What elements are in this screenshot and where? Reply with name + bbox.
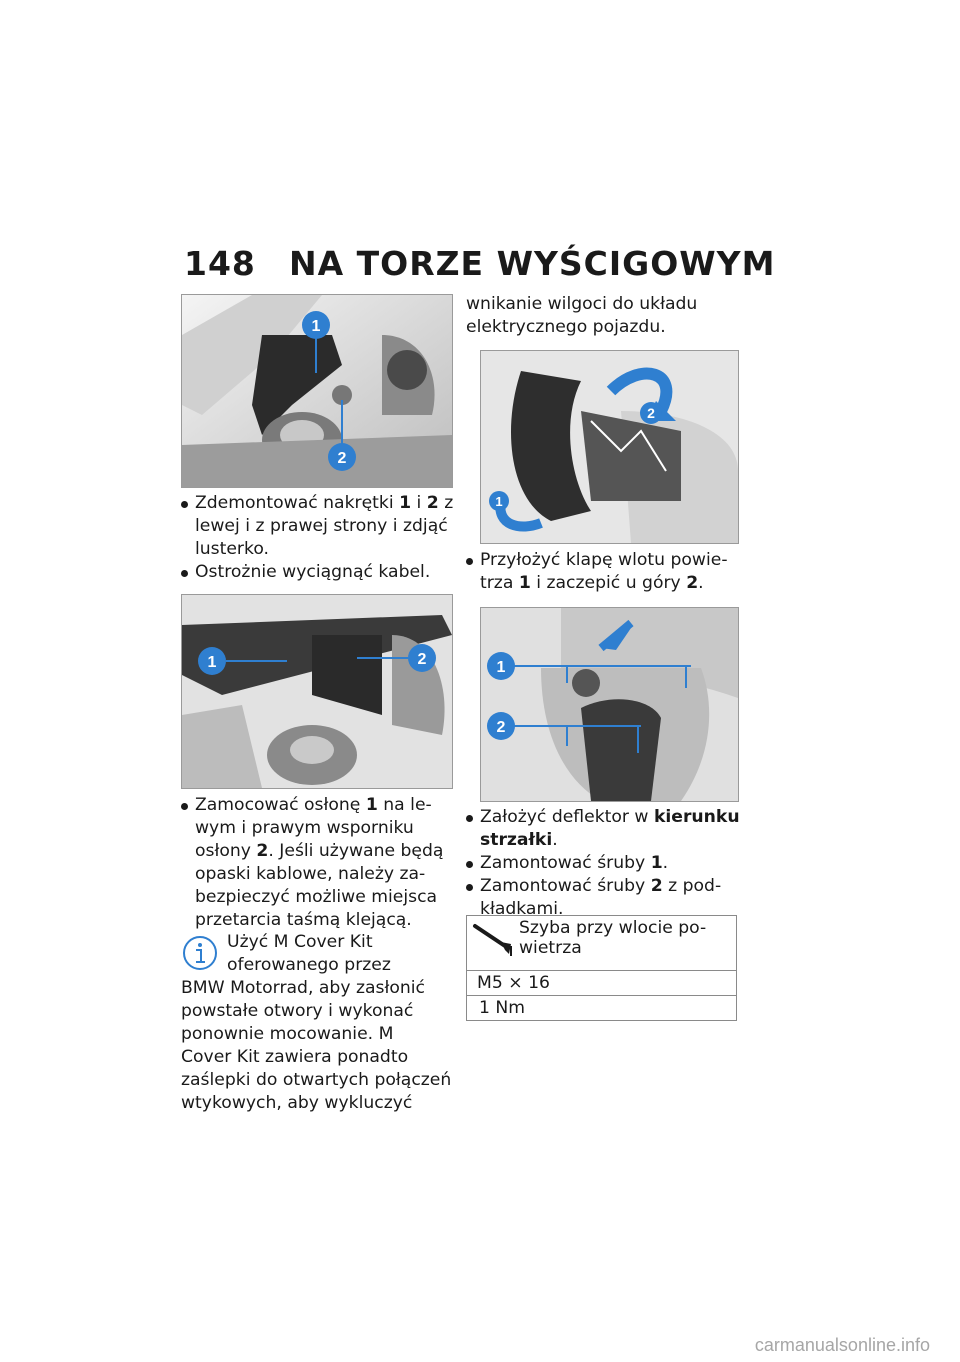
spec-torque-row [467,996,737,1021]
callout-1: 1 [207,654,217,671]
note-text: Użyć M Cover Kit oferowanego przez BMW Motorrad, aby zasłonić powstałe otwory i wykonać ponownie mocowanie. M Cover Kit zawiera ponadto zaślepki do otwartych połączeń wtykowych, aby wykluczyć [181,932,452,1113]
callout-1: 1 [495,494,503,509]
spec-title: Szyba przy wlocie po- [519,918,707,938]
step-attach-flap: Przyłożyć klapę wlotu powie- trza 1 i zaczepić u góry 2. [466,549,741,595]
steps-a [181,492,456,584]
spec-size: M5 × 16 [467,971,737,996]
callout-2: 2 [647,405,655,421]
page-title: NA TORZE WYŚCIGOWYM [289,244,776,283]
callout-2: 2 [417,651,427,668]
photo-cover-mount [181,594,453,789]
torque-spec-table [466,915,737,1021]
photo-air-intake-flap [480,350,739,544]
page-number: 148 [184,244,256,283]
callout-1: 1 [311,318,321,335]
step-b [181,794,461,932]
page-header [184,244,784,284]
step-fix-cover: Zamocować osłonę 1 na le- wym i prawym wsporniku osłony 2. Jeśli używane będą opaski kablowe, należy za- bezpieczyć możliwe miejsca przetarcia taśmą klejącą. [181,794,461,932]
watermark: carmanualsonline.info [754,1335,930,1355]
callout-2: 2 [496,719,506,736]
continued-text: wnikanie wilgoci do układu elektrycznego pojazdu. [466,294,698,337]
callout-1: 1 [496,659,506,676]
spec-header-row: Szyba przy wlocie po- wietrza [467,916,737,971]
step-pull-cable: Ostrożnie wyciągnąć kabel. [181,561,456,584]
step-deflector: Założyć deflektor w kierunku strzałki. [466,806,741,852]
spec-size-row [467,971,737,996]
photo-mirror-nuts [181,294,453,488]
step-screws-1: Zamontować śruby 1. [466,852,741,875]
photo-deflector [480,607,739,802]
callout-2: 2 [337,450,347,467]
steps-d [466,806,741,921]
torque-wrench-icon [471,922,515,958]
step-c [466,549,741,595]
step-remove-nuts: Zdemontować nakrętki 1 i 2 z lewej i z prawej strony i zdjąć lusterko. [181,492,456,561]
step-screws-2: Zamontować śruby 2 z pod- kładkami. [466,875,741,921]
spec-torque: 1 Nm [467,996,737,1021]
